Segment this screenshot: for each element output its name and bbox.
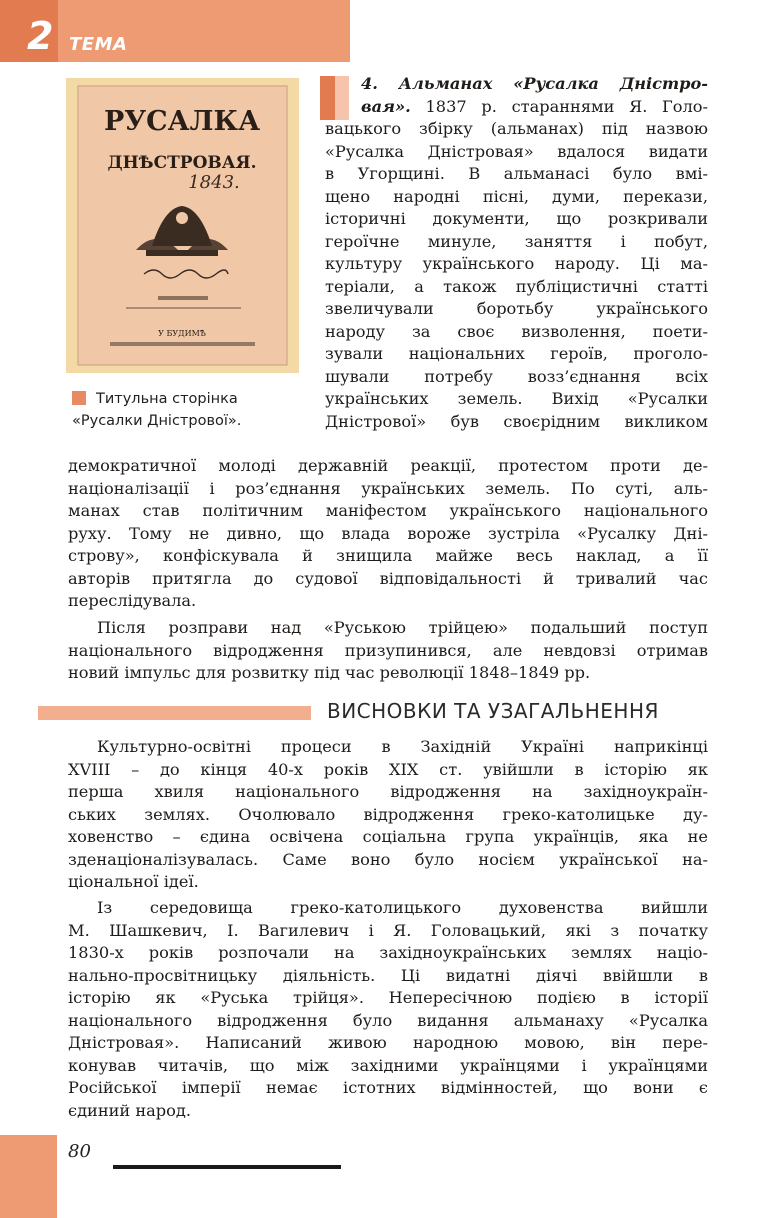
almanac-cover-drawing: [66, 78, 299, 373]
cover-handwriting: 1843.: [188, 172, 240, 193]
footer-rule: [113, 1165, 341, 1169]
page-number: 80: [68, 1141, 91, 1162]
section-marker: [320, 76, 335, 120]
cover-place: У БУДИМѢ: [158, 329, 206, 338]
conclusions-paragraph-1: Культурно-освітні процеси в Західній Україні наприкінці XVIII – до кінця 40-х років XIX ст. увійшли в історію як перша хвиля національного відродження на західноукраїн- ських землях. Очолювало відродження греко-католицьке ду- ховенство – єдина освічена соціальна група українців, яка не зденаціоналізувалась. Саме воно було носієм української на- ціональної ідеї.: [68, 737, 708, 891]
conclusions-title: ВИСНОВКИ ТА УЗАГАЛЬНЕННЯ: [327, 699, 659, 723]
figure-caption: Титульна сторінка «Русалки Дністрової».: [72, 391, 242, 429]
theme-number: 2: [27, 14, 54, 58]
section-4-intro: 4. Альманах «Русалка Дністро- вая». 1837 р. стараннями Я. Голо-: [361, 74, 708, 116]
almanac-title-page-image: [66, 78, 299, 373]
caption-marker: [72, 391, 86, 405]
section-4-heading: 4. Альманах «Русалка Дністро-: [361, 74, 708, 93]
section-4-paragraph-2: Після розправи над «Руською трійцею» подальший поступ національного відродження призупинився, але невдовзі отримав новий імпульс для розвитку під час революції 1848–1849 рр.: [68, 618, 708, 682]
section-4-text-column: вацького збірку (альманах) під назвою «Русалка Дністровая» вдалося видати в Угорщині. В альманасі було вмі- щено народні пісні, думи, перекази, історичні документи, що розкривали героїчне минуле, заняття і побут, культуру українського народу. Ці ма- теріали, а також публіцистичні статті звеличували боротьбу українського народу за своє визволення, поети- зували національних героїв, проголо- шували потребу возз’єднання всіх українських земель. Вихід «Русалки Дністрової» був своєрідним викликом: [325, 119, 708, 431]
cover-title-line-1: РУСАЛКА: [103, 106, 261, 137]
conclusions-paragraph-2: Із середовища греко-католицького духовенства вийшли М. Шашкевич, І. Вагилевич і Я. Головацький, які з початку 1830-х років розпочали на західноукраїнських землях націо- нально-просвітницьку діяльність. Ці видатні діячі ввійшли в історію як «Руська трійця». Непересічною подією в історії національного відродження було видання альманаху «Русалка Дністровая». Написаний живою народною мовою, він пере- конував читачів, що між західними українцями і українцями Російської імперії немає істотних відмінностей, що вони є єдиний народ.: [68, 898, 708, 1120]
conclusions-title-bar: [38, 706, 311, 720]
cover-title-line-2: ДНѢСТРОВАЯ.: [107, 153, 257, 173]
theme-label: ТЕМА: [69, 34, 128, 55]
section-marker-light: [335, 76, 349, 120]
section-4-text-full: демократичної молоді державній реакції, протестом проти де- націоналізації і роз’єднання українських земель. По суті, аль- манах став політичним маніфестом українського національного руху. Тому не дивно, що влада вороже зустріла «Русалку Дні- строву», конфіскувала й знищила майже весь наклад, а її авторів притягла до судової відповідальності й тривалий час переслідувала.: [68, 456, 708, 610]
footer-band: [0, 1135, 57, 1218]
